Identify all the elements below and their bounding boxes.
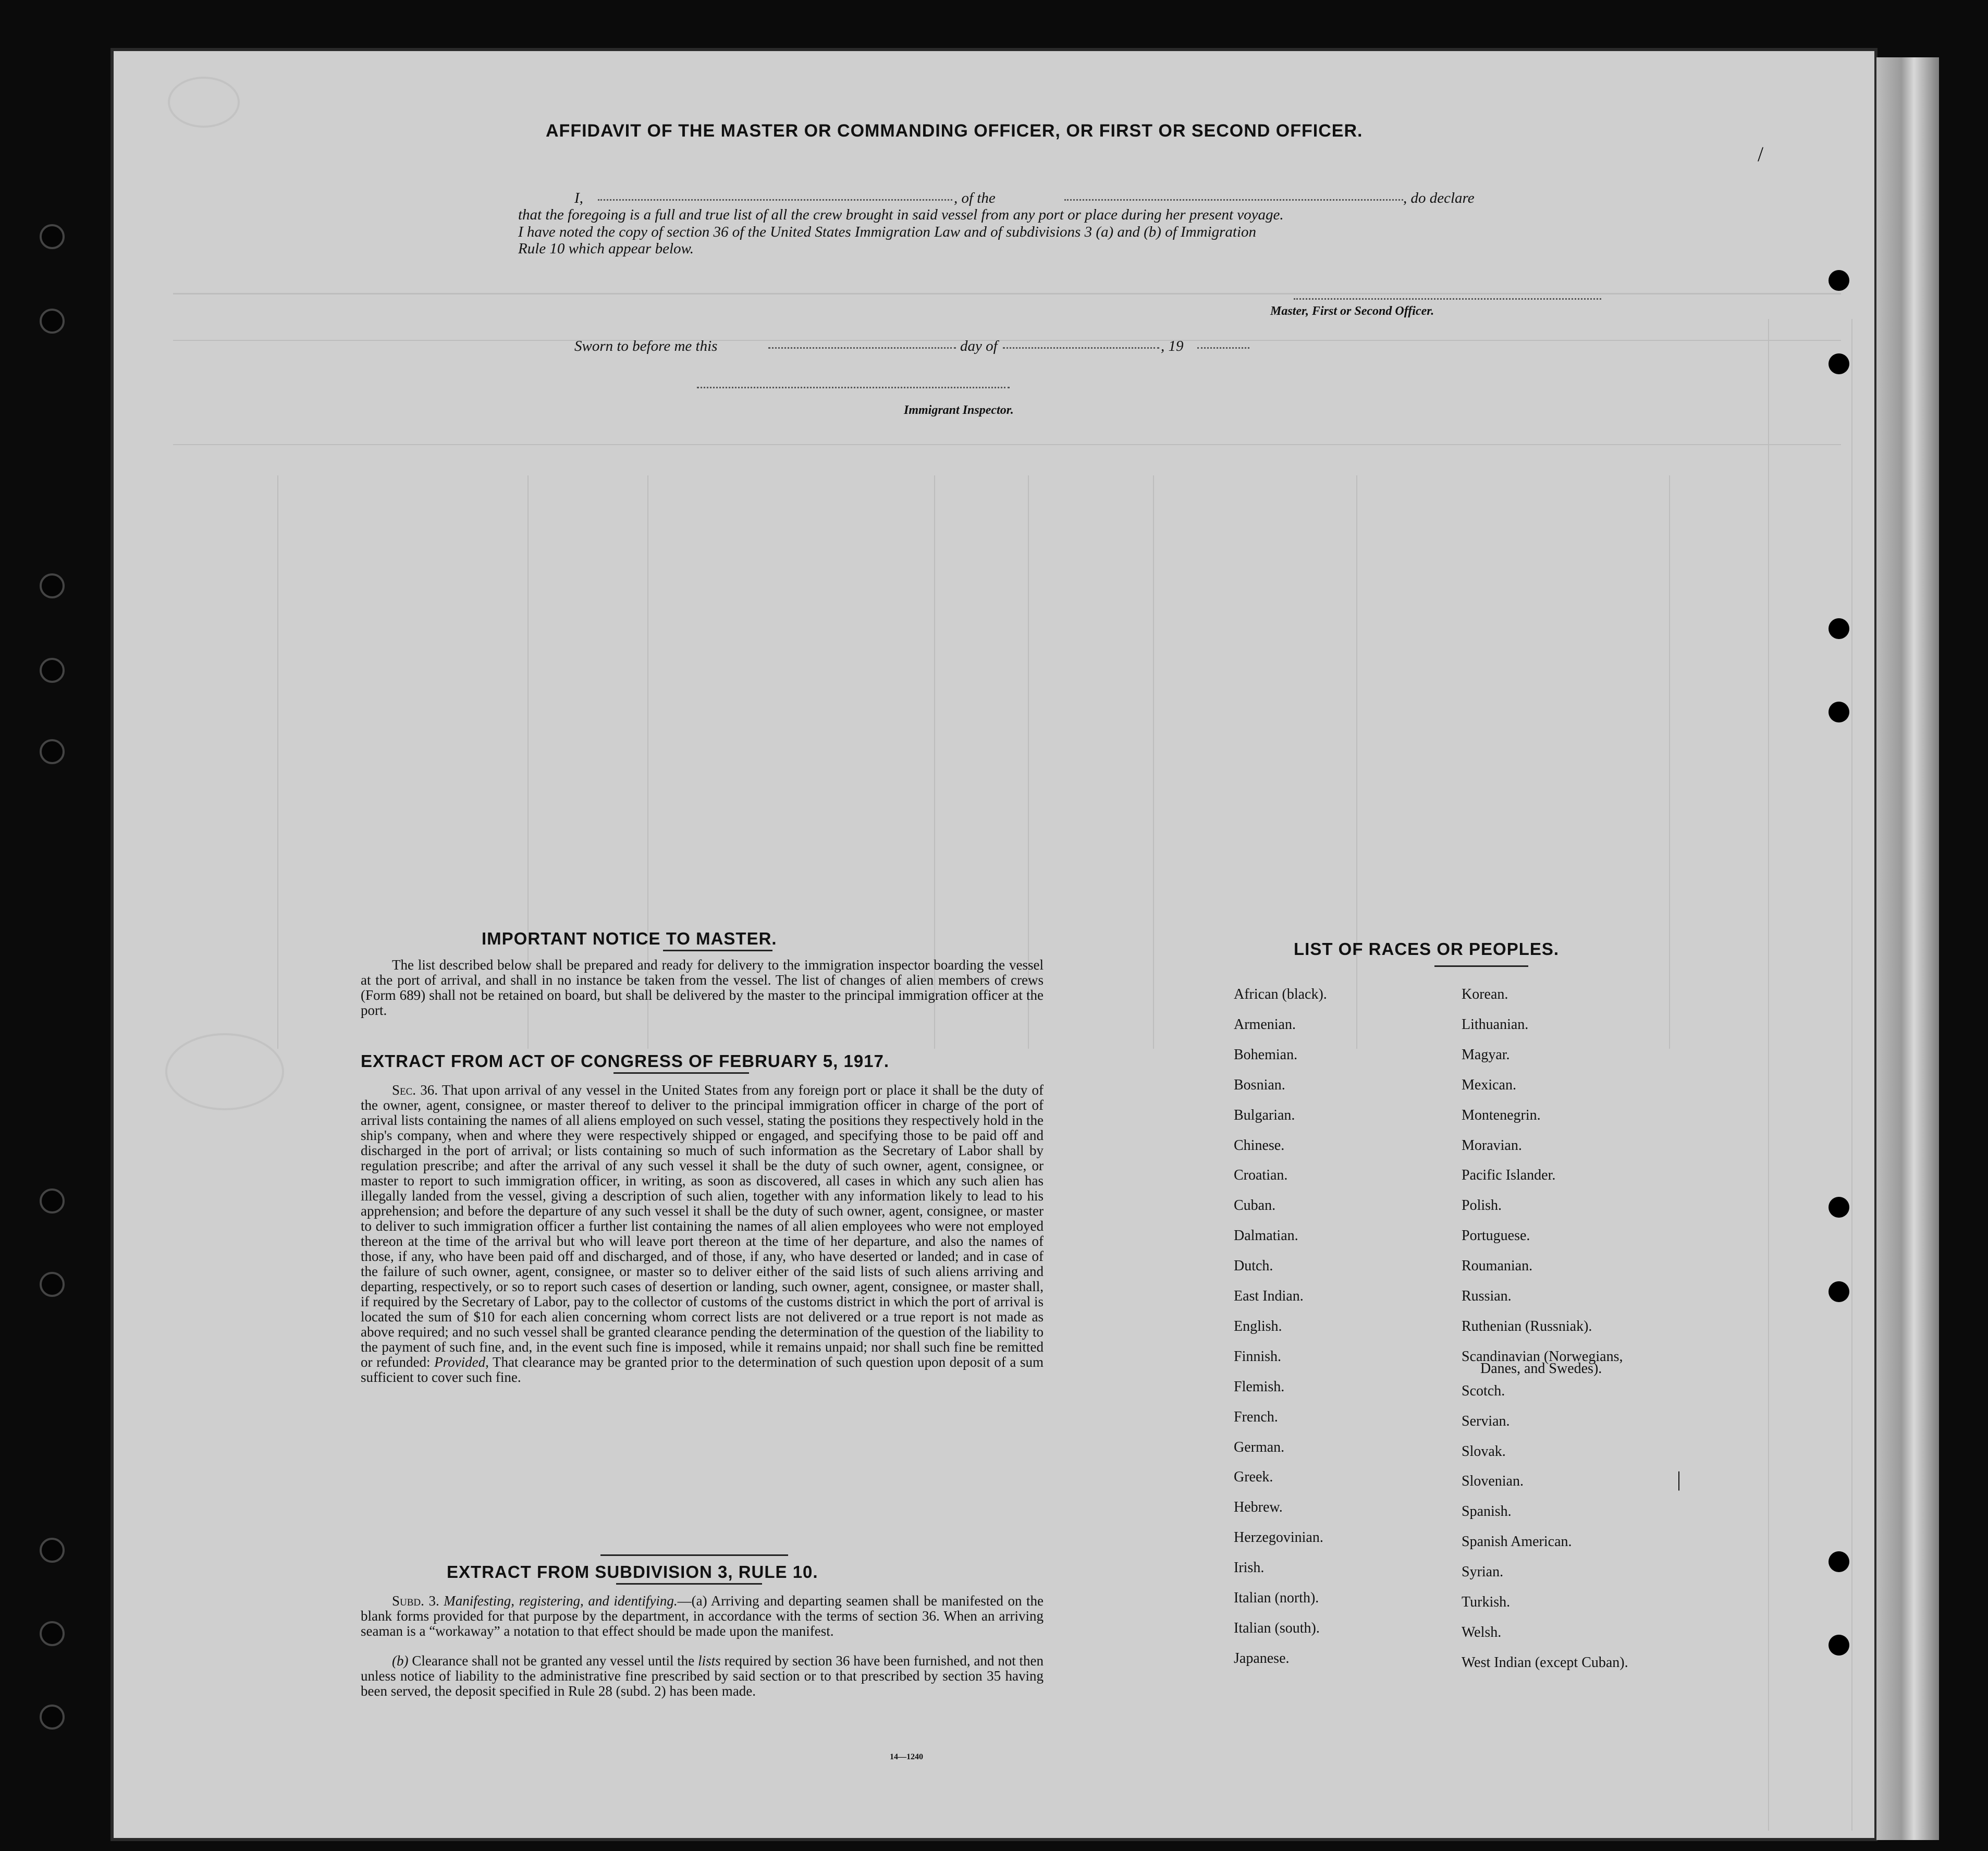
race-item: Roumanian. (1462, 1258, 1533, 1274)
race-item: Slovak. (1462, 1443, 1506, 1460)
bleed-through-title: ​ (360, 137, 361, 171)
race-item: Dutch. (1234, 1258, 1273, 1274)
race-item: Bohemian. (1234, 1046, 1298, 1063)
affidavit-heading: AFFIDAVIT OF THE MASTER OR COMMANDING OFFICER, OR FIRST OR SECOND OFFICER. (546, 121, 1363, 141)
race-item: Flemish. (1234, 1378, 1285, 1395)
bleed-through-col (1153, 475, 1154, 1049)
master-signature-line[interactable] (1294, 298, 1601, 300)
rule-heading-underline (616, 1583, 762, 1585)
bleed-through-rule (173, 293, 1841, 295)
race-item: Spanish. (1462, 1503, 1512, 1520)
binder-hole (40, 224, 65, 249)
race-item: Croatian. (1234, 1167, 1288, 1184)
race-item: Pacific Islander. (1462, 1167, 1556, 1184)
affidavit-of-the: , of the (954, 190, 996, 206)
provided-word: Provided, (434, 1354, 489, 1370)
race-item: Polish. (1462, 1197, 1502, 1214)
binder-hole (1829, 618, 1849, 639)
race-item: African (black). (1234, 986, 1327, 1002)
race-item: Japanese. (1234, 1650, 1290, 1666)
races-heading: LIST OF RACES OR PEOPLES. (1294, 939, 1560, 959)
binder-hole (40, 573, 65, 598)
affidavit-line3: I have noted the copy of section 36 of the United States Immigration Law and of subdivisions 3 (a) and (b) of Immigration (518, 224, 1257, 240)
race-item: Italian (north). (1234, 1590, 1319, 1606)
act-section-label: Sec. 36. (392, 1082, 438, 1098)
master-caption: Master, First or Second Officer. (1270, 304, 1434, 318)
inspector-caption: Immigrant Inspector. (904, 403, 1014, 417)
bleed-through-col (1669, 475, 1670, 1049)
subd-title: Manifesting, registering, and identifying. (444, 1593, 678, 1609)
race-item: Hebrew. (1234, 1499, 1283, 1516)
race-item: Magyar. (1462, 1046, 1510, 1063)
race-item: Bosnian. (1234, 1076, 1285, 1093)
year-text: , 19 (1161, 338, 1184, 354)
race-item: Servian. (1462, 1413, 1510, 1429)
bleed-through-stamp (165, 1033, 284, 1110)
binder-hole (1829, 353, 1849, 374)
notice-body: The list described below shall be prepared and ready for delivery to the immigration inspector boarding the vessel at the port of arrival, and shall in no instance be taken from the vessel. The list of changes of alien members of crews (Form 689) shall not be retained on board, but shall be delivered by the master to the principal immigration officer at the port. (361, 957, 1044, 1018)
name-blank[interactable] (598, 199, 952, 201)
subd-label: Subd. 3. (392, 1593, 439, 1609)
rule-part-a: Subd. 3. Manifesting, registering, and identifying.—(a) Arriving and departing seamen shall be manifested on the blank forms provided for that purpose by the department, in accordance with the terms of section 36. When an arriving seaman is a “workaway” a notation to that effect should be made upon the manifest. (361, 1593, 1044, 1639)
bleed-through-rule (173, 444, 1841, 445)
race-item: East Indian. (1234, 1288, 1304, 1304)
race-item: German. (1234, 1439, 1285, 1455)
race-item: Turkish. (1462, 1594, 1511, 1610)
affidavit-i: I, (574, 190, 583, 206)
binder-hole (40, 739, 65, 764)
affidavit-declare: , do declare (1403, 190, 1475, 206)
race-item: Armenian. (1234, 1016, 1296, 1033)
race-item: Welsh. (1462, 1624, 1502, 1640)
race-item: Greek. (1234, 1469, 1273, 1486)
binder-hole (40, 1705, 65, 1730)
bleed-through-rule (173, 340, 1841, 341)
race-item: English. (1234, 1318, 1282, 1334)
notice-heading: IMPORTANT NOTICE TO MASTER. (482, 929, 777, 948)
race-item: West Indian (except Cuban). (1462, 1654, 1628, 1671)
pencil-mark: / (1758, 142, 1764, 166)
race-item: Dalmatian. (1234, 1228, 1298, 1244)
race-item: Montenegrin. (1462, 1107, 1541, 1123)
sworn-day-blank[interactable] (768, 347, 956, 349)
race-item: Scotch. (1462, 1382, 1505, 1399)
act-heading: EXTRACT FROM ACT OF CONGRESS OF FEBRUARY 5, 1917. (361, 1051, 890, 1071)
bleed-through-col (277, 475, 278, 1049)
race-item: Finnish. (1234, 1348, 1282, 1365)
rule-heading: EXTRACT FROM SUBDIVISION 3, RULE 10. (447, 1562, 818, 1582)
bleed-through-col (1851, 319, 1852, 1831)
binder-hole (40, 309, 65, 334)
stacked-page-edge (1876, 57, 1939, 1840)
rule-part-b: (b) Clearance shall not be granted any vessel until the lists required by section 36 have been furnished, and not then unless notice of liability to the administrative fine prescribed by said section or to that prescribed by section 35 having been served, the deposit specified in Rule 28 (subd. 2) has been made. (361, 1653, 1044, 1699)
affidavit-line4: Rule 10 which appear below. (518, 240, 694, 257)
binder-hole (1829, 1551, 1849, 1572)
race-item: Chinese. (1234, 1137, 1285, 1154)
race-item: Mexican. (1462, 1076, 1516, 1093)
notice-heading-underline (663, 950, 772, 951)
races-heading-underline (1434, 965, 1528, 967)
binder-hole (1829, 1635, 1849, 1656)
binder-hole (40, 1621, 65, 1646)
binder-hole (1829, 702, 1849, 722)
binder-hole (40, 1538, 65, 1563)
binder-hole (40, 1188, 65, 1213)
binder-hole (1829, 1197, 1849, 1218)
act-heading-underline (613, 1072, 749, 1074)
race-item: French. (1234, 1408, 1278, 1425)
race-scandinavian-continuation: Danes, and Swedes). (1480, 1360, 1602, 1377)
bleed-through-col (1356, 475, 1357, 1049)
race-item: Spanish American. (1462, 1534, 1572, 1550)
bleed-through-stamp (168, 77, 240, 128)
sworn-month-blank[interactable] (1003, 347, 1159, 349)
inspector-signature-line[interactable] (697, 387, 1010, 388)
form-number: 14—1240 (890, 1752, 923, 1761)
sworn-year-blank[interactable] (1197, 347, 1249, 349)
race-item: Portuguese. (1462, 1228, 1530, 1244)
day-of-text: day of (960, 338, 998, 354)
race-item: Cuban. (1234, 1197, 1276, 1214)
binder-hole (1829, 1281, 1849, 1302)
vessel-blank[interactable] (1064, 199, 1403, 201)
race-item: Russian. (1462, 1288, 1512, 1304)
act-body: Sec. 36. That upon arrival of any vessel in the United States from any foreign port or place it shall be the duty of the owner, agent, consignee, or master thereof to deliver to the principal immigration officer in charge of the port of arrival lists containing the names of all aliens employed on such vessel, stating the positions they respectively hold in the ship's company, when and where they were respectively shipped or engaged, and specifying those to be paid off and discharged in the port of arrival; or lists containing so much of such information as the Secretary of Labor shall by regulation prescribe; and after the arrival of any such vessel it shall be the duty of such owner, agent, consignee, or master to report to such immigration officer, in writing, as soon as discovered, all cases in which any such alien has illegally landed from the vessel, giving a description of such alien, together with any information likely to lead to his apprehension; and before the departure of any such vessel it shall be the duty of such owner, agent, consignee, or master to deliver to such immigration officer a further list containing the names of all alien employees who were not employed thereon at the time of the arrival but who will leave port thereon at the time of her departure, and also the names of those, if any, who have been paid off and discharged, and of those, if any, who have deserted or landed; and in case of the failure of such owner, agent, consignee, or master so to deliver either of the said lists of such aliens arriving and departing, respectively, or so to report such cases of desertion or landing, such owner, agent, consignee, or master shall, if required by the Secretary of Labor, pay to the collector of customs of the customs district in which the port of arrival is located the sum of $10 for each alien concerning whom correct lists are not delivered or a true report is not made as above required; and no such vessel shall be granted clearance pending the determination of the question of the liability to the payment of such fine, and, in the event such fine is imposed, while it remains unpaid; nor shall such fine be remitted or refunded: Provided, That clearance may be granted prior to the determination of such question upon deposit of a sum sufficient to cover such fine. (361, 1082, 1044, 1385)
document-page (111, 48, 1877, 1841)
affidavit-line2: that the foregoing is a full and true list of all the crew brought in said vessel from any port or place during her present voyage. (518, 206, 1284, 223)
race-item: Ruthenian (Russniak). (1462, 1318, 1592, 1334)
bleed-through-col (1768, 319, 1769, 1831)
sworn-text: Sworn to before me this (574, 338, 718, 354)
race-item: Syrian. (1462, 1564, 1504, 1580)
rule-separator (600, 1554, 788, 1556)
race-item: Lithuanian. (1462, 1016, 1529, 1033)
binder-hole (1829, 270, 1849, 291)
race-item: Slovenian. (1462, 1473, 1524, 1490)
race-item: Scandinavian (Norwegians, (1462, 1348, 1623, 1365)
pencil-mark: | (1677, 1467, 1682, 1491)
race-item: Irish. (1234, 1560, 1265, 1576)
race-item: Korean. (1462, 986, 1508, 1002)
race-item: Herzegovinian. (1234, 1529, 1323, 1546)
race-item: Bulgarian. (1234, 1107, 1295, 1123)
binder-hole (40, 658, 65, 683)
binder-hole (40, 1272, 65, 1297)
race-item: Moravian. (1462, 1137, 1522, 1154)
race-item: Italian (south). (1234, 1620, 1320, 1636)
